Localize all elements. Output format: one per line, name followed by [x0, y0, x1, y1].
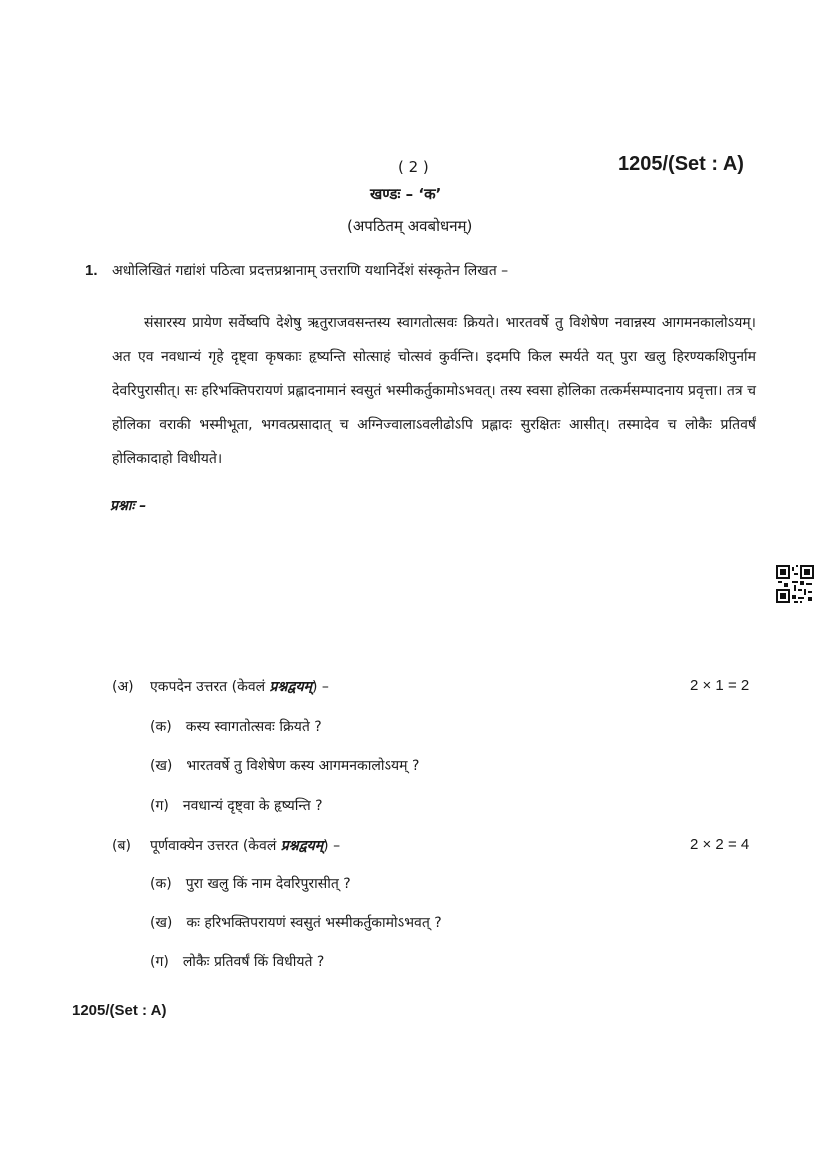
item-text: पुरा खलु किं नाम देवरिपुरासीत् ?	[185, 876, 351, 892]
item-label: (क)	[150, 719, 172, 735]
item-label: (क)	[150, 876, 172, 892]
part-a-marks: 2 × 1 = 2	[690, 677, 750, 694]
list-item	[150, 796, 323, 815]
part-b-marks: 2 × 2 = 4	[690, 836, 750, 853]
question-number: 1.	[85, 262, 98, 279]
list-item	[150, 874, 351, 893]
item-label: (ख)	[150, 758, 173, 774]
part-b-instruction-prefix: पूर्णवाक्येन उत्तरत (केवलं	[150, 838, 281, 854]
part-a-instruction-suffix: ) –	[311, 679, 329, 695]
part-b-instruction	[150, 836, 340, 855]
paper-code-header: 1205/(Set : A)	[618, 153, 744, 175]
page-number: ( 2 )	[398, 158, 429, 176]
passage: संसारस्य प्रायेण सर्वेष्वपि देशेषु ऋतुराजवसन्तस्य स्वागतोत्सवः क्रियते। भारतवर्षे तु विशेषेण नवान्नस्य आगमनकालोऽयम्। अत एव नवधान्यं गृहे दृष्ट्वा कृषकाः हृष्यन्ति सोत्साहं चोत्सवं कुर्वन्ति। इदमपि किल स्मर्यते यत् पुरा खलु हिरण्यकशिपुर्नाम देवरिपुरासीत्। सः हरिभक्तिपरायणं प्रह्लादनामानं स्वसुतं भस्मीकर्तुकामोऽभवत्। तस्य स्वसा होलिका तत्कर्मसम्पादनाय प्रवृत्ता। तत्र च होलिका वराकी भस्मीभूता, भगवत्प्रसादात् च अग्निज्वालाऽवलीढोऽपि प्रह्लादः सुरक्षितः आसीत्। तस्मादेव च लोकैः प्रतिवर्षं होलिकादाहो विधीयते।	[112, 315, 756, 467]
part-a-instruction-prefix: एकपदेन उत्तरत (केवलं	[150, 679, 270, 695]
item-label: (ग)	[150, 954, 169, 970]
list-item	[150, 952, 324, 971]
part-a-label: (अ)	[112, 679, 134, 695]
item-label: (ख)	[150, 915, 173, 931]
list-item	[150, 913, 442, 932]
part-a-instruction	[150, 677, 329, 696]
part-b-label: (ब)	[112, 838, 131, 854]
part-b-instruction-suffix: ) –	[323, 838, 341, 854]
questions-label: प्रश्नाः –	[110, 498, 147, 514]
question-instruction: अधोलिखितं गद्यांशं पठित्वा प्रदत्तप्रश्नानाम् उत्तराणि यथानिर्देशं संस्कृतेन लिखत –	[112, 263, 509, 279]
item-text: कस्य स्वागतोत्सवः क्रियते ?	[185, 719, 322, 735]
list-item	[150, 717, 322, 736]
item-text: नवधान्यं दृष्ट्वा के हृष्यन्ति ?	[182, 798, 323, 814]
paper-code-footer: 1205/(Set : A)	[72, 1002, 167, 1019]
qr-code-icon	[776, 565, 814, 603]
section-title: खण्डः – ‘क’	[370, 185, 442, 203]
item-label: (ग)	[150, 798, 169, 814]
list-item	[150, 756, 419, 775]
part-b-instruction-bold: प्रश्नद्वयम्	[280, 838, 324, 854]
part-a-instruction-bold: प्रश्नद्वयम्	[269, 679, 312, 695]
item-text: भारतवर्षे तु विशेषेण कस्य आगमनकालोऽयम् ?	[186, 758, 420, 774]
section-subtitle: (अपठितम् अवबोधनम्)	[347, 217, 473, 235]
item-text: लोकैः प्रतिवर्षं किं विधीयते ?	[182, 954, 325, 970]
item-text: कः हरिभक्तिपरायणं स्वसुतं भस्मीकर्तुकामोऽभवत् ?	[186, 915, 442, 931]
